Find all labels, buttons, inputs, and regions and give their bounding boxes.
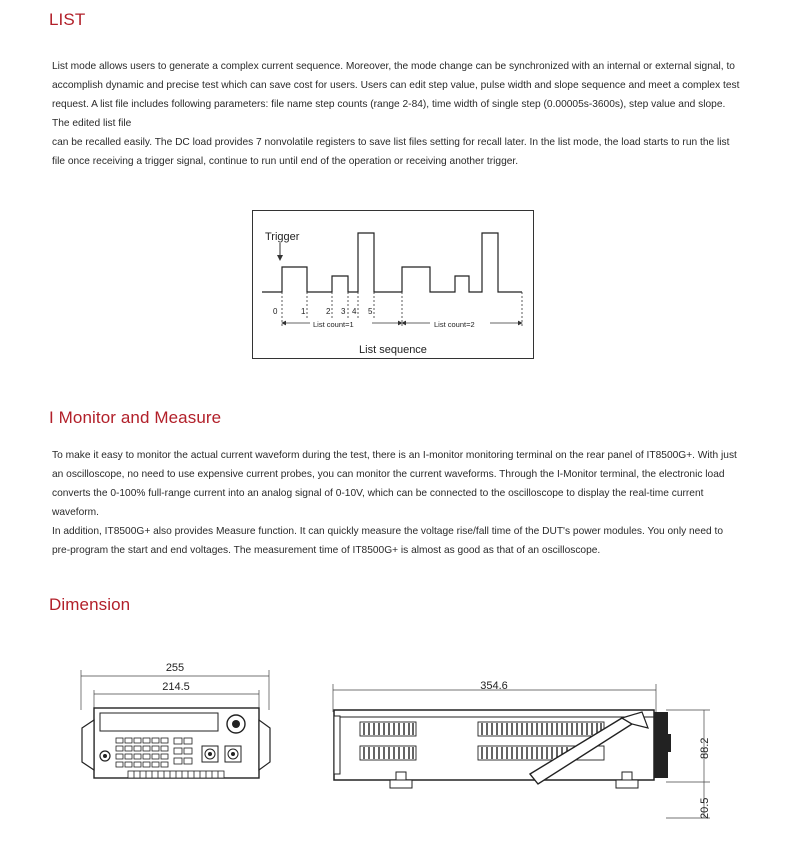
monitor-description: [52, 446, 742, 560]
side-height: 88.2: [699, 737, 711, 759]
chassis-side: [334, 710, 671, 788]
front-view-drawing: [76, 650, 276, 795]
front-width-inner: 214.5: [162, 681, 190, 693]
list-count-2-label: List count=2: [434, 320, 475, 329]
step-4: 4: [352, 307, 357, 316]
front-panel: [82, 708, 270, 778]
monitor-paragraph-2: In addition, IT8500G+ also provides Measure function. It can quickly measure the voltage rise/fall time of the DUT's power modules. You only need to pre-program the start and end voltages. The measurement time of IT8500G+ is almost as good as that of an oscilloscope.: [52, 526, 724, 556]
step-1: 1: [301, 307, 306, 316]
list-description: [52, 57, 742, 171]
step-0: 0: [273, 307, 278, 316]
step-2: 2: [326, 307, 331, 316]
trigger-label: Trigger: [265, 231, 300, 243]
step-5: 5: [368, 307, 373, 316]
side-view-drawing: [326, 672, 716, 824]
front-width-outer: 255: [165, 662, 185, 674]
dimension-heading: Dimension: [49, 595, 131, 614]
list-count-1-label: List count=1: [313, 320, 354, 329]
list-sequence-diagram: [252, 210, 534, 360]
diagram-caption: List sequence: [359, 344, 427, 356]
monitor-paragraph-1: To make it easy to monitor the actual current waveform during the test, there is an I-monitor monitoring terminal on the rear panel of IT8500G+. With just an oscilloscope, no need to use expensive current probes, you can monitor the current waveforms. Through the I-Monitor terminal, the electronic load converts the 0-100% full-range current into an analog signal of 0-10V, which can be connected to the oscilloscope to display the real-time current waveform.: [52, 450, 737, 518]
list-heading: LIST: [49, 10, 86, 29]
monitor-heading: I Monitor and Measure: [49, 408, 222, 427]
step-3: 3: [341, 307, 346, 316]
list-paragraph-1: List mode allows users to generate a complex current sequence. Moreover, the mode change can be synchronized with an internal or external signal, to accomplish dynamic and precise test which can save cost for users. Users can edit step value, pulse width and slope sequence and meet a complex test request. A list file includes following parameters: file name step counts (range 2-84), time width of single step (0.00005s-3600s), step value and slope. The edited list file: [52, 61, 740, 129]
side-depth: 354.6: [480, 680, 508, 692]
foot-height: 20.5: [699, 797, 711, 819]
list-paragraph-2: can be recalled easily. The DC load provides 7 nonvolatile registers to save list files setting for recall later. In the list mode, the load starts to run the list file once receiving a trigger signal, continue to run until end of the operation or receiving another trigger.: [52, 137, 730, 167]
